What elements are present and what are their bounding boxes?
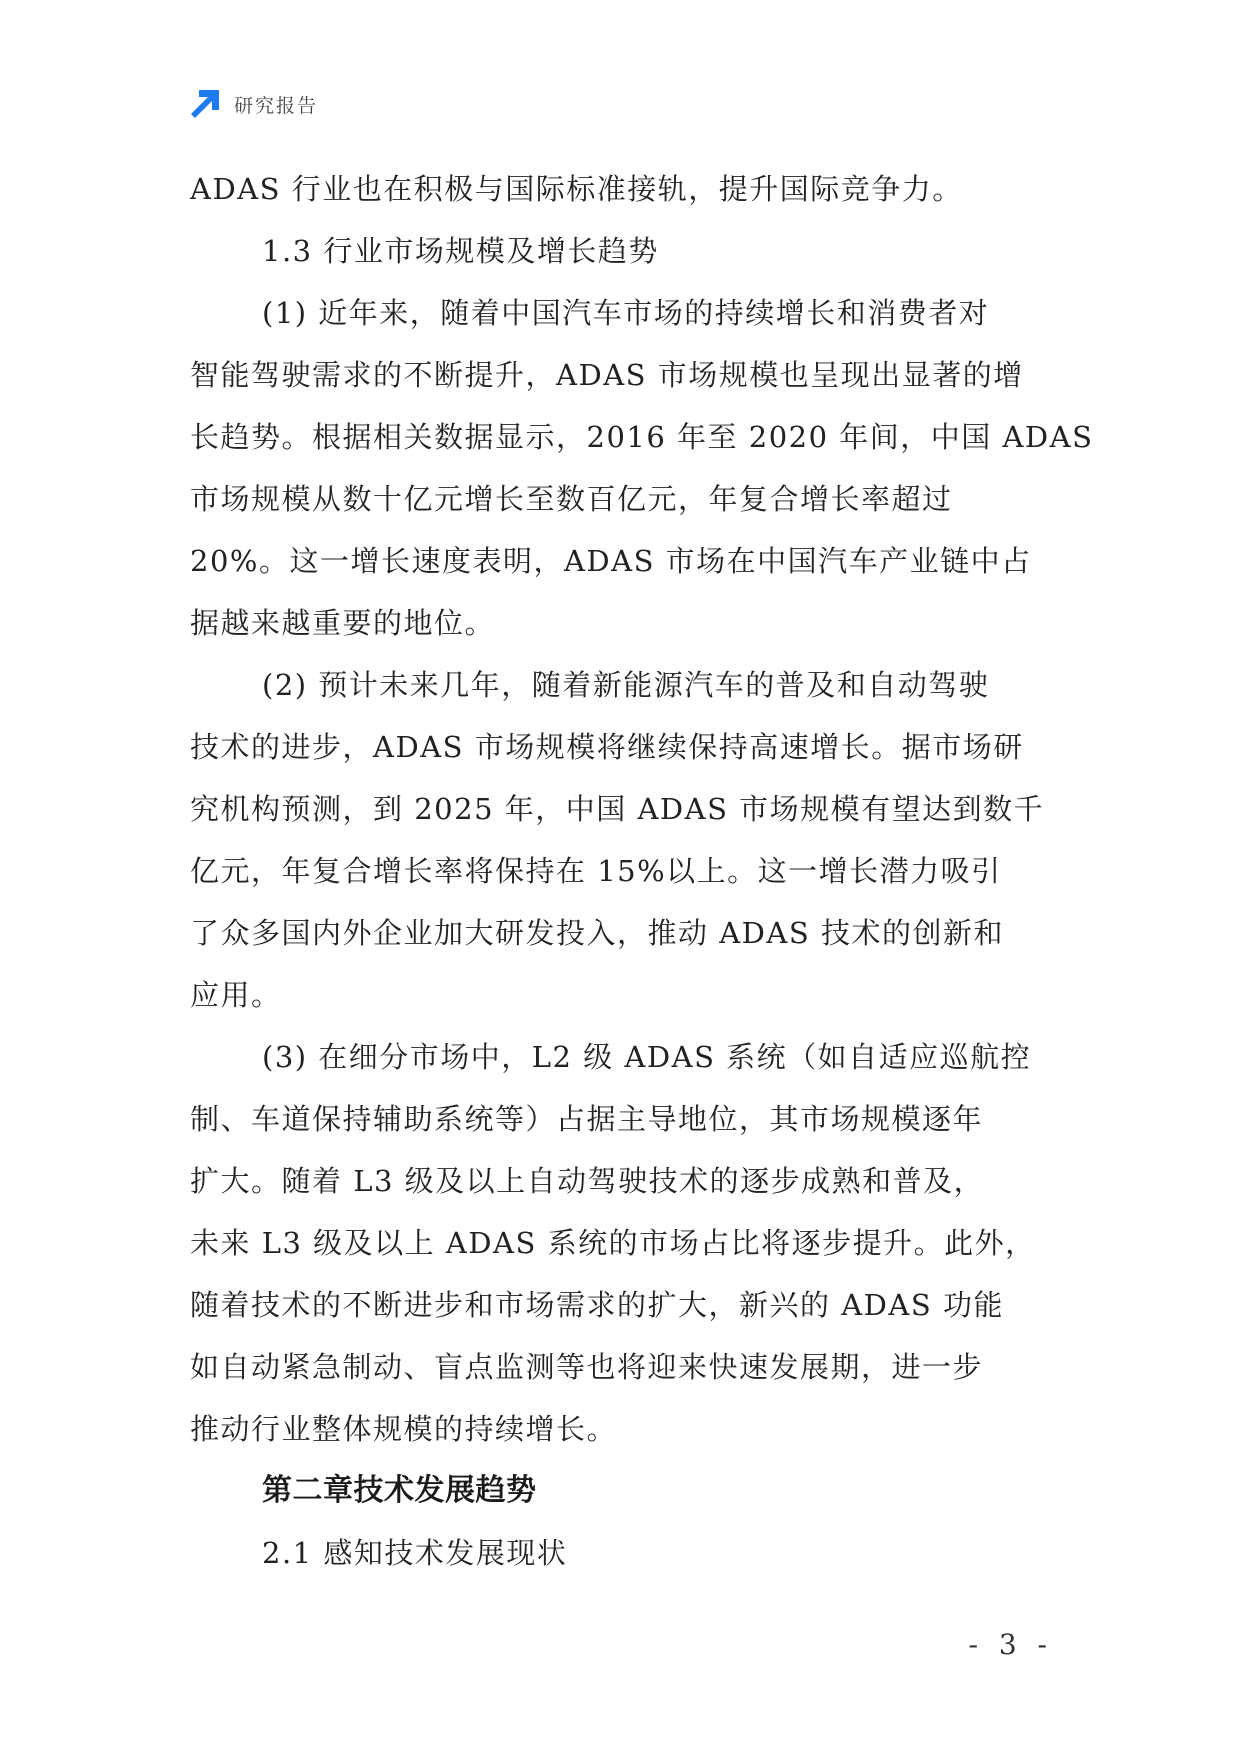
document-body (190, 158, 1094, 1584)
body-line: 未来 L3 级及以上 ADAS 系统的市场占比将逐步提升。此外， (190, 1226, 1036, 1260)
body-line: (3) 在细分市场中，L2 级 ADAS 系统（如自适应巡航控 (262, 1040, 1032, 1074)
body-line: 扩大。随着 L3 级及以上自动驾驶技术的逐步成熟和普及， (190, 1164, 985, 1198)
body-line: ADAS 行业也在积极与国际标准接轨，提升国际竞争力。 (190, 172, 963, 206)
body-line: (1) 近年来，随着中国汽车市场的持续增长和消费者对 (262, 296, 990, 330)
header-label: 研究报告 (234, 94, 319, 117)
body-line: 推动行业整体规模的持续增长。 (190, 1412, 618, 1446)
body-line: 亿元，年复合增长率将保持在 15%以上。这一增长潜力吸引 (190, 854, 1002, 888)
arrow-up-right-icon (188, 87, 222, 121)
page-number: - 3 - (968, 1628, 1053, 1661)
body-line: 制、车道保持辅助系统等）占据主导地位，其市场规模逐年 (190, 1102, 984, 1136)
body-line: 了众多国内外企业加大研发投入，推动 ADAS 技术的创新和 (190, 916, 1004, 950)
document-header (188, 86, 318, 122)
chapter-heading: 第二章技术发展趋势 (262, 1473, 537, 1508)
body-line: 如自动紧急制动、盲点监测等也将迎来快速发展期，进一步 (190, 1350, 984, 1384)
body-line: 随着技术的不断进步和市场需求的扩大，新兴的 ADAS 功能 (190, 1288, 1004, 1322)
body-line: 20%。这一增长速度表明，ADAS 市场在中国汽车产业链中占 (190, 544, 1032, 578)
body-line: (2) 预计未来几年，随着新能源汽车的普及和自动驾驶 (262, 668, 990, 702)
body-line: 市场规模从数十亿元增长至数百亿元，年复合增长率超过 (190, 482, 953, 516)
section-heading-1-3: 1.3 行业市场规模及增长趋势 (262, 234, 659, 268)
body-line: 究机构预测，到 2025 年，中国 ADAS 市场规模有望达到数千 (190, 792, 1045, 826)
body-line: 应用。 (190, 978, 282, 1012)
body-line: 据越来越重要的地位。 (190, 606, 496, 640)
body-line: 智能驾驶需求的不断提升，ADAS 市场规模也呈现出显著的增 (190, 358, 1024, 392)
body-line: 技术的进步，ADAS 市场规模将继续保持高速增长。据市场研 (190, 730, 1024, 764)
body-line: 长趋势。根据相关数据显示，2016 年至 2020 年间，中国 ADAS (190, 420, 1094, 454)
section-heading-2-1: 2.1 感知技术发展现状 (262, 1536, 568, 1570)
